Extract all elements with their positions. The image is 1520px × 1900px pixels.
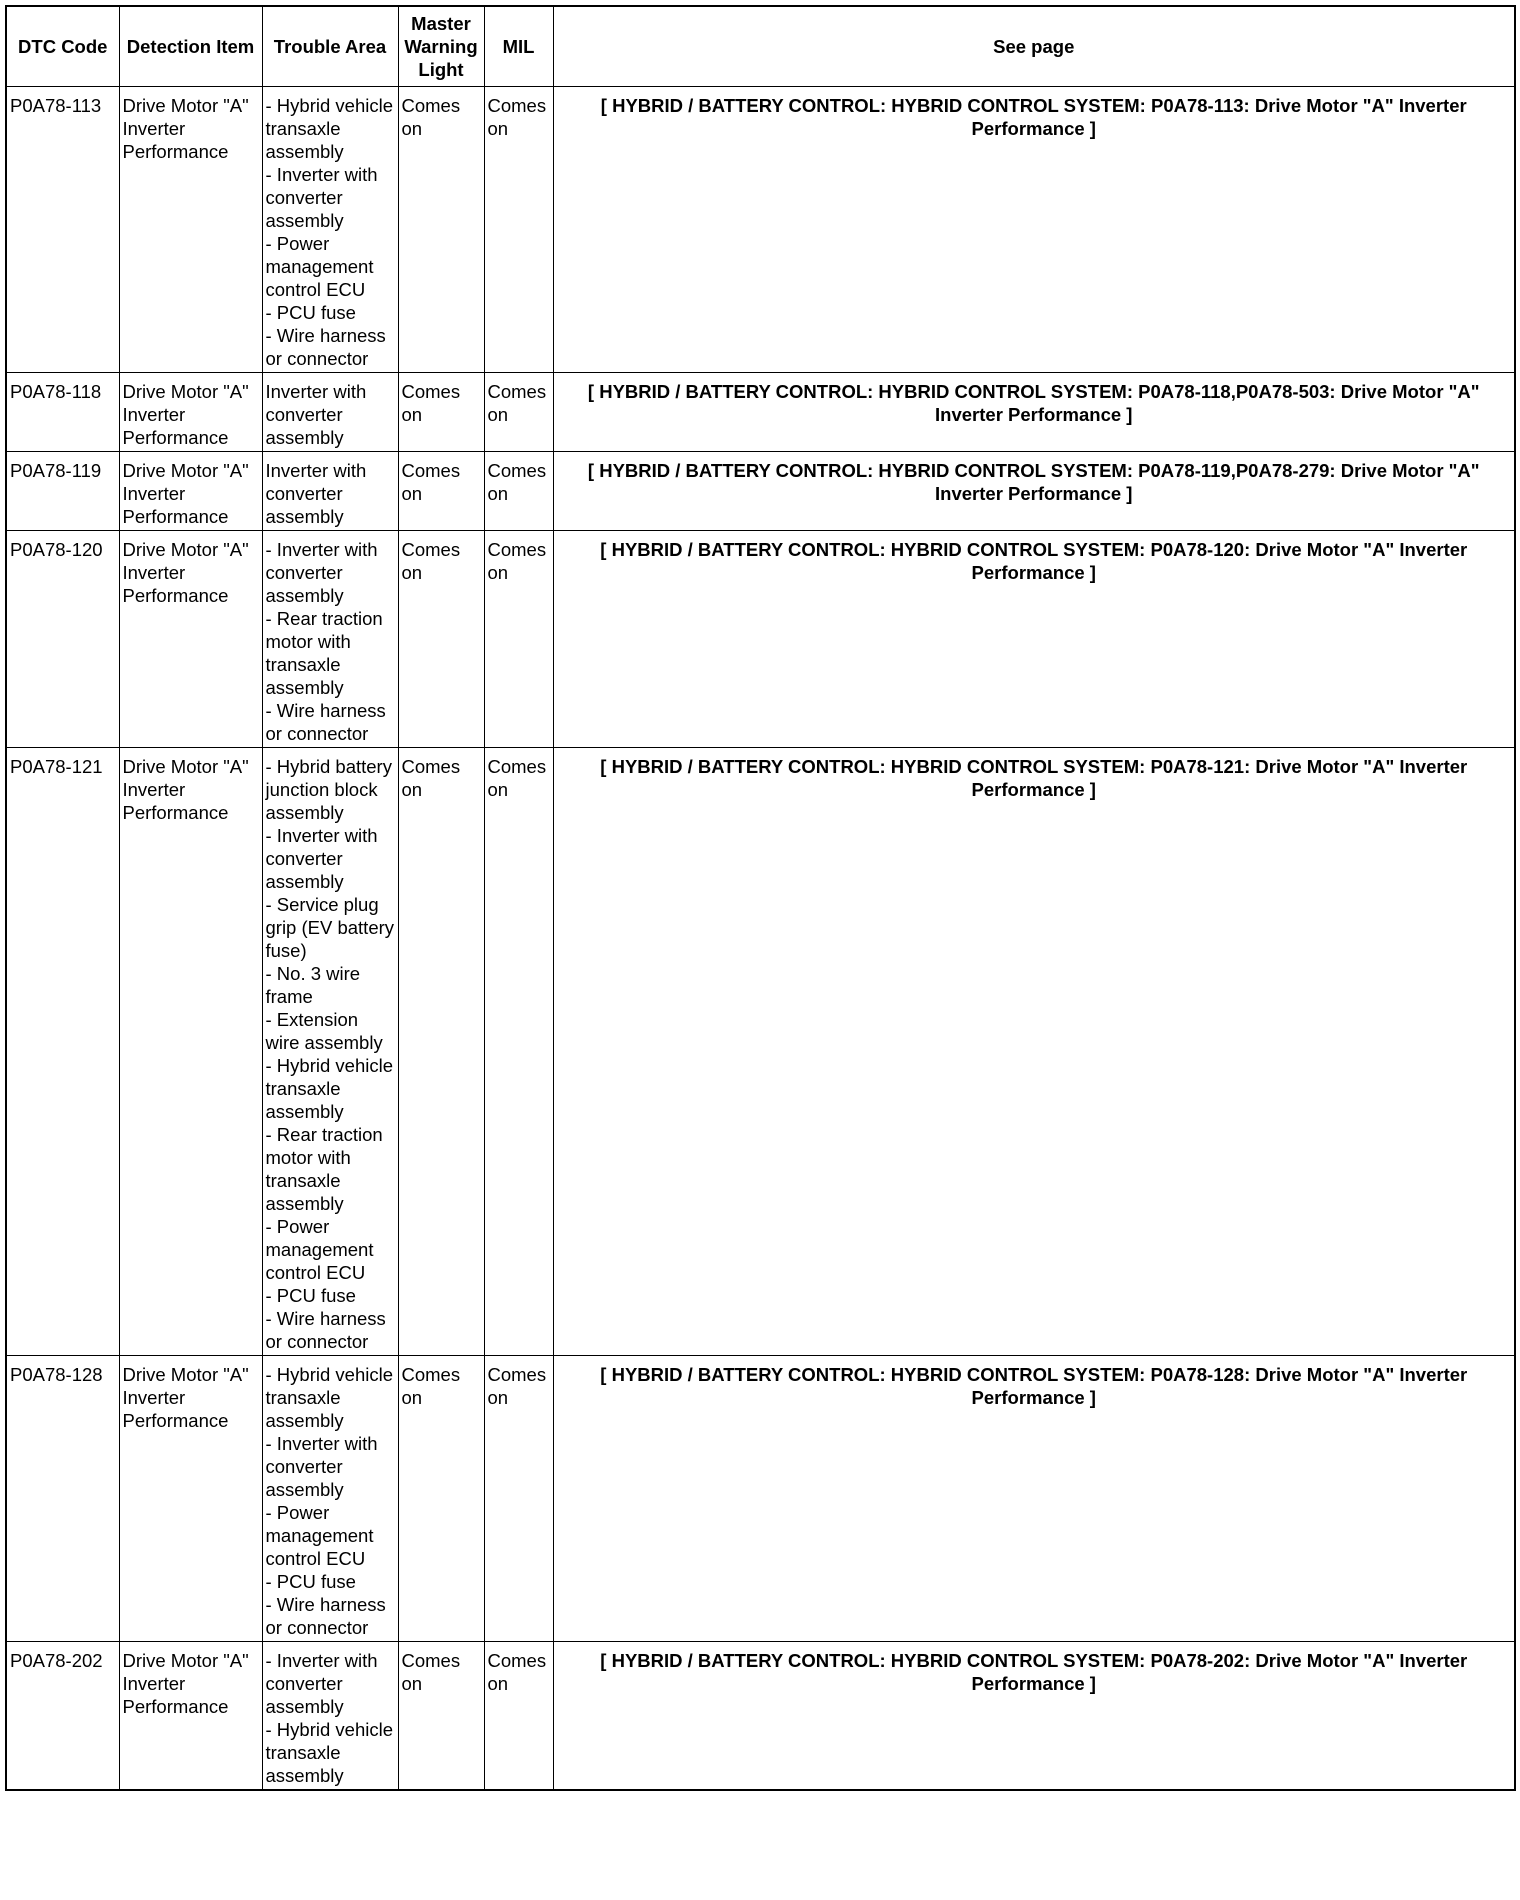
see-page-link: [ HYBRID / BATTERY CONTROL: HYBRID CONTROL SYSTEM: P0A78-202: Drive Motor "A" Inverter Performance ] (553, 1641, 1515, 1790)
detection-item-cell: Drive Motor "A" Inverter Performance (119, 530, 262, 747)
trouble-area-item: - Hybrid battery junction block assembly (265, 755, 392, 823)
table-row (6, 747, 1515, 1355)
trouble-area-item: - Power management control ECU (265, 232, 374, 300)
see-page-link: [ HYBRID / BATTERY CONTROL: HYBRID CONTROL SYSTEM: P0A78-118,P0A78-503: Drive Motor "A" Inverter Performance ] (553, 372, 1515, 451)
table-row (6, 1641, 1515, 1790)
trouble-area-item: - Inverter with converter assembly (265, 824, 378, 892)
dtc-table (5, 5, 1516, 1791)
trouble-area-cell (262, 1355, 398, 1641)
table-row (6, 1355, 1515, 1641)
dtc-code-cell: P0A78-202 (6, 1641, 119, 1790)
header-master-warning-light: Master Warning Light (398, 6, 484, 86)
table-row (6, 86, 1515, 372)
mil-cell: Comes on (484, 86, 553, 372)
dtc-code-cell: P0A78-128 (6, 1355, 119, 1641)
trouble-area-item: - Hybrid vehicle transaxle assembly (265, 94, 393, 162)
trouble-area-item: - Wire harness or connector (265, 699, 386, 744)
master-warning-light-cell: Comes on (398, 1355, 484, 1641)
trouble-area-item: - Rear traction motor with transaxle assembly (265, 1123, 383, 1214)
mil-cell: Comes on (484, 451, 553, 530)
dtc-code-cell: P0A78-113 (6, 86, 119, 372)
trouble-area-item: - Inverter with converter assembly (265, 163, 378, 231)
header-dtc-code: DTC Code (6, 6, 119, 86)
trouble-area-item: - Power management control ECU (265, 1501, 374, 1569)
detection-item-cell: Drive Motor "A" Inverter Performance (119, 747, 262, 1355)
mil-cell: Comes on (484, 1641, 553, 1790)
see-page-link: [ HYBRID / BATTERY CONTROL: HYBRID CONTROL SYSTEM: P0A78-119,P0A78-279: Drive Motor "A" Inverter Performance ] (553, 451, 1515, 530)
table-header-row (6, 6, 1515, 86)
trouble-area-cell (262, 372, 398, 451)
see-page-link: [ HYBRID / BATTERY CONTROL: HYBRID CONTROL SYSTEM: P0A78-121: Drive Motor "A" Inverter Performance ] (553, 747, 1515, 1355)
trouble-area-item: - Hybrid vehicle transaxle assembly (265, 1718, 393, 1786)
trouble-area-item: - Rear traction motor with transaxle assembly (265, 607, 383, 698)
master-warning-light-cell: Comes on (398, 530, 484, 747)
master-warning-light-cell: Comes on (398, 86, 484, 372)
see-page-link: [ HYBRID / BATTERY CONTROL: HYBRID CONTROL SYSTEM: P0A78-113: Drive Motor "A" Inverter Performance ] (553, 86, 1515, 372)
mil-cell: Comes on (484, 1355, 553, 1641)
trouble-area-item: - Inverter with converter assembly (265, 538, 378, 606)
trouble-area-item: - Inverter with converter assembly (265, 1649, 378, 1717)
trouble-area-cell (262, 530, 398, 747)
header-mil: MIL (484, 6, 553, 86)
table-row (6, 451, 1515, 530)
see-page-link: [ HYBRID / BATTERY CONTROL: HYBRID CONTROL SYSTEM: P0A78-120: Drive Motor "A" Inverter Performance ] (553, 530, 1515, 747)
dtc-code-cell: P0A78-118 (6, 372, 119, 451)
trouble-area-cell (262, 451, 398, 530)
detection-item-cell: Drive Motor "A" Inverter Performance (119, 86, 262, 372)
trouble-area-item: - Wire harness or connector (265, 1307, 386, 1352)
detection-item-cell: Drive Motor "A" Inverter Performance (119, 1641, 262, 1790)
trouble-area-item: - Extension wire assembly (265, 1008, 383, 1053)
trouble-area-item: - PCU fuse (265, 1570, 356, 1592)
trouble-area-item: Inverter with converter assembly (265, 380, 367, 448)
trouble-area-item: - Hybrid vehicle transaxle assembly (265, 1054, 393, 1122)
detection-item-cell: Drive Motor "A" Inverter Performance (119, 372, 262, 451)
trouble-area-cell (262, 747, 398, 1355)
trouble-area-item: - Power management control ECU (265, 1215, 374, 1283)
trouble-area-item: - Wire harness or connector (265, 1593, 386, 1638)
table-row (6, 530, 1515, 747)
see-page-link: [ HYBRID / BATTERY CONTROL: HYBRID CONTROL SYSTEM: P0A78-128: Drive Motor "A" Inverter Performance ] (553, 1355, 1515, 1641)
header-trouble-area: Trouble Area (262, 6, 398, 86)
header-see-page: See page (553, 6, 1515, 86)
mil-cell: Comes on (484, 372, 553, 451)
trouble-area-item: - PCU fuse (265, 1284, 356, 1306)
header-detection-item: Detection Item (119, 6, 262, 86)
master-warning-light-cell: Comes on (398, 1641, 484, 1790)
trouble-area-cell (262, 1641, 398, 1790)
master-warning-light-cell: Comes on (398, 747, 484, 1355)
mil-cell: Comes on (484, 747, 553, 1355)
detection-item-cell: Drive Motor "A" Inverter Performance (119, 1355, 262, 1641)
table-body (6, 86, 1515, 1790)
trouble-area-item: Inverter with converter assembly (265, 459, 367, 527)
master-warning-light-cell: Comes on (398, 372, 484, 451)
trouble-area-item: - Service plug grip (EV battery fuse) (265, 893, 395, 961)
trouble-area-item: - Wire harness or connector (265, 324, 386, 369)
trouble-area-item: - No. 3 wire frame (265, 962, 361, 1007)
dtc-code-cell: P0A78-120 (6, 530, 119, 747)
dtc-code-cell: P0A78-121 (6, 747, 119, 1355)
detection-item-cell: Drive Motor "A" Inverter Performance (119, 451, 262, 530)
master-warning-light-cell: Comes on (398, 451, 484, 530)
trouble-area-item: - Hybrid vehicle transaxle assembly (265, 1363, 393, 1431)
table-row (6, 372, 1515, 451)
trouble-area-cell (262, 86, 398, 372)
trouble-area-item: - PCU fuse (265, 301, 356, 323)
dtc-code-cell: P0A78-119 (6, 451, 119, 530)
trouble-area-item: - Inverter with converter assembly (265, 1432, 378, 1500)
mil-cell: Comes on (484, 530, 553, 747)
